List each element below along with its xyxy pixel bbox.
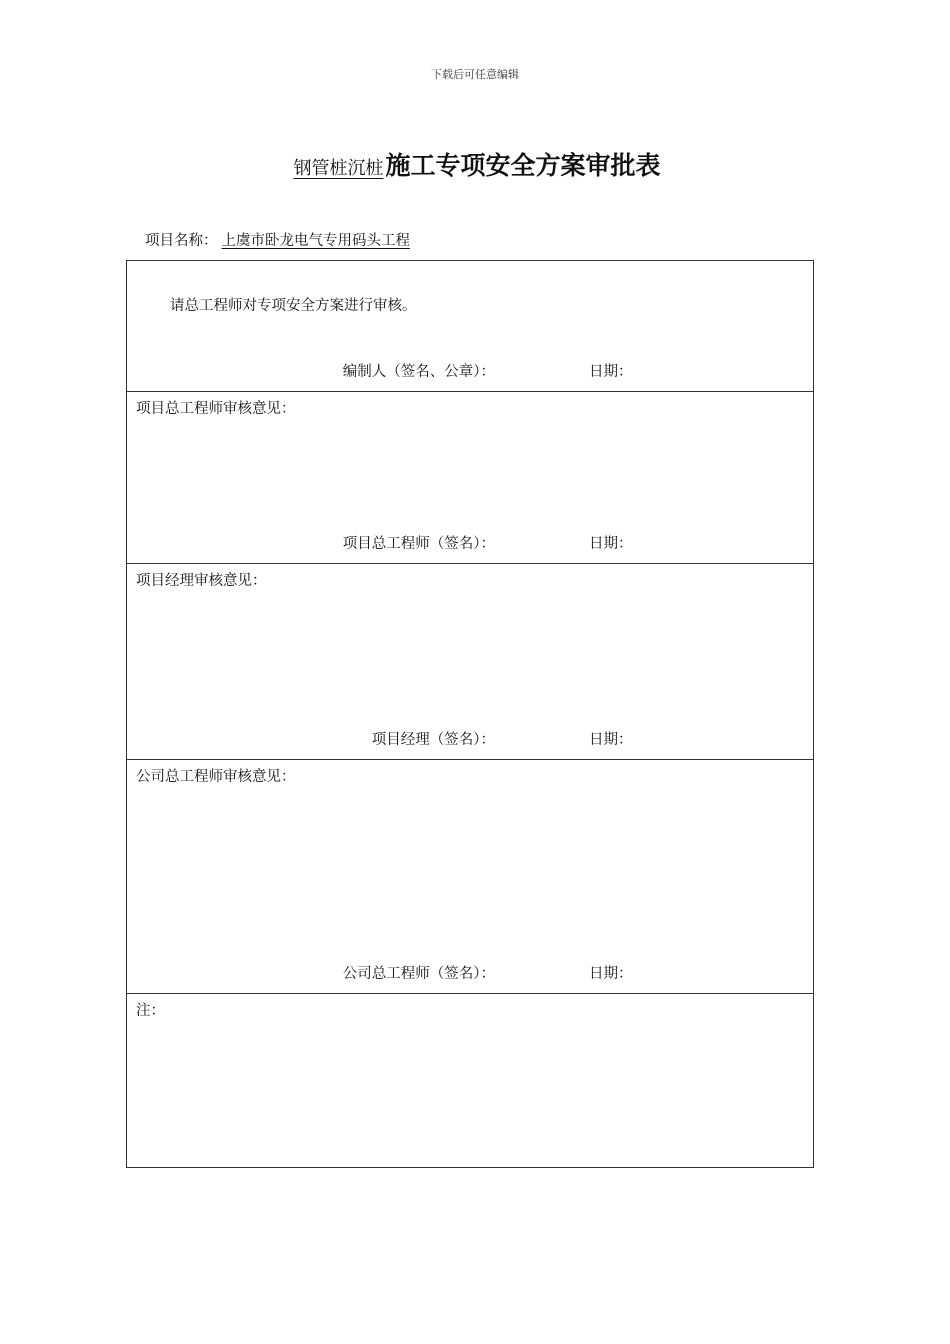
project-manager-section: [127, 564, 813, 760]
project-name-value: 上虞市卧龙电气专用码头工程: [221, 233, 410, 249]
title-prefix: 钢管桩沉桩: [293, 158, 384, 179]
company-chief-engineer-signature-label: 公司总工程师（签名）：: [342, 966, 495, 982]
request-text: 请总工程师对专项安全方案进行审核。: [170, 298, 417, 314]
title-main: 施工专项安全方案审批表: [385, 151, 661, 180]
notes-section: [127, 994, 813, 1167]
request-section: [127, 261, 813, 392]
project-manager-signature-label: 项目经理（签名）：: [371, 732, 495, 748]
project-chief-engineer-section: [127, 392, 813, 564]
document-title: [0, 146, 950, 182]
project-chief-engineer-signature-label: 项目总工程师（签名）：: [342, 536, 495, 552]
preparer-date-label: 日期：: [589, 364, 633, 380]
header-note: 下载后可任意编辑: [431, 68, 519, 81]
company-chief-engineer-section: [127, 760, 813, 994]
project-chief-engineer-opinion-label: 项目总工程师审核意见：: [136, 401, 296, 417]
preparer-signature-label: 编制人（签名、公章）：: [342, 364, 495, 380]
notes-label: 注：: [136, 1003, 165, 1019]
project-manager-date-label: 日期：: [589, 732, 633, 748]
approval-form-table: [126, 260, 814, 1168]
project-chief-engineer-date-label: 日期：: [589, 536, 633, 552]
project-name-line: [145, 229, 418, 250]
company-chief-engineer-opinion-label: 公司总工程师审核意见：: [136, 769, 296, 785]
company-chief-engineer-date-label: 日期：: [589, 966, 633, 982]
project-name-label: 项目名称：: [145, 233, 218, 249]
project-manager-opinion-label: 项目经理审核意见：: [136, 573, 267, 589]
